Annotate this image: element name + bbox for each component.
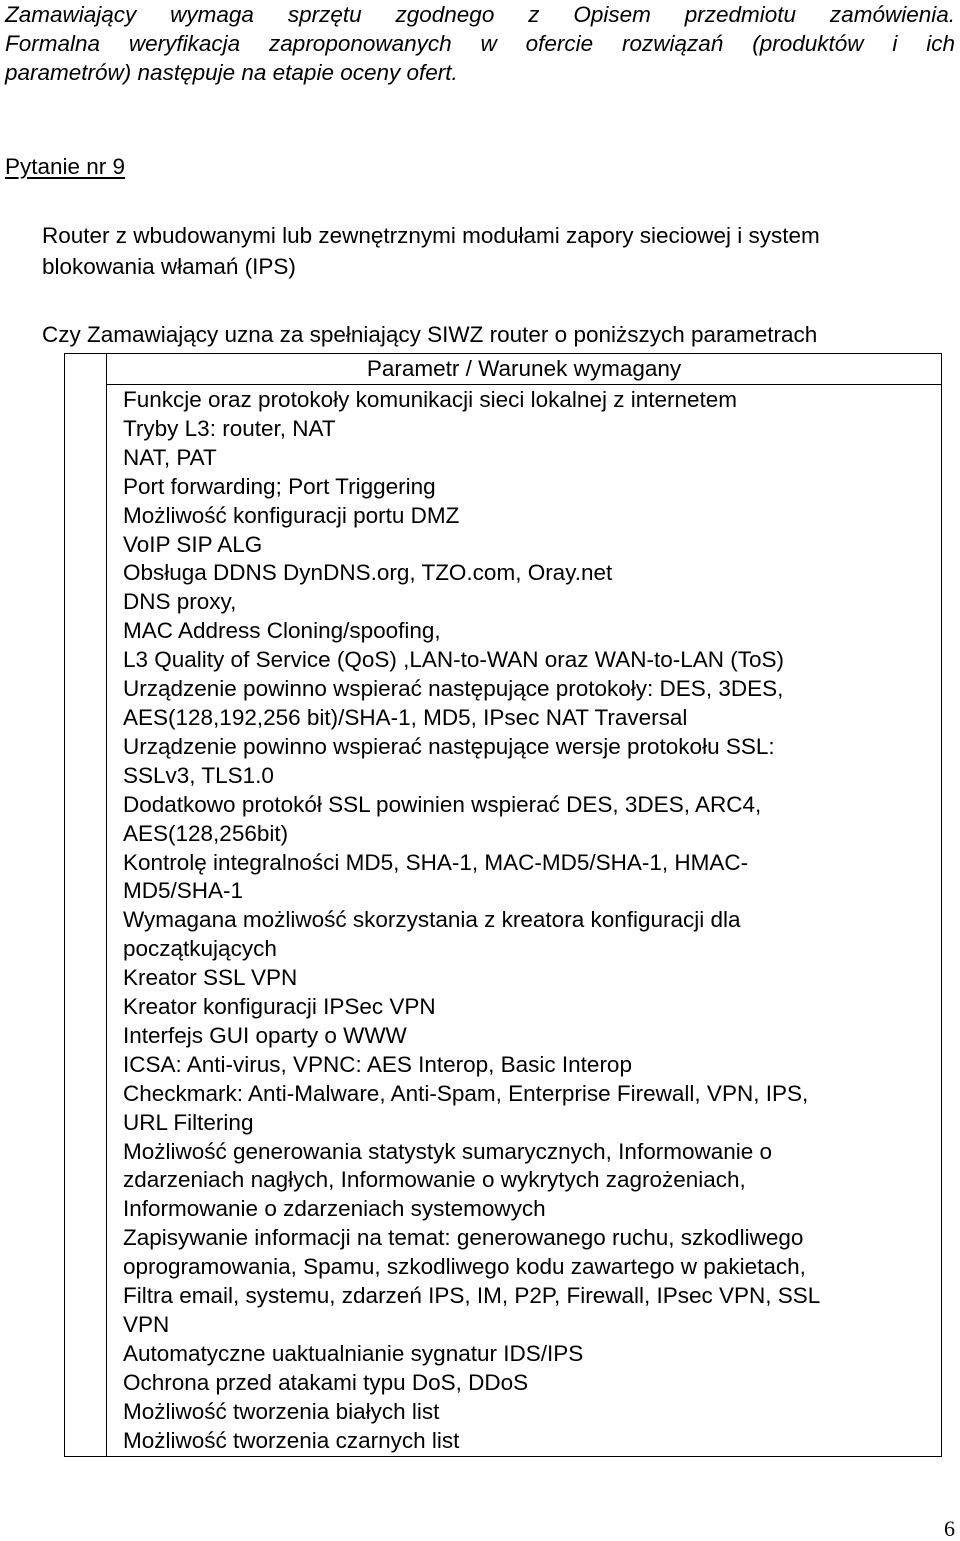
- table-row-line: Możliwość generowania statystyk sumarycznych, Informowanie o: [123, 1138, 773, 1164]
- table-header: Parametr / Warunek wymagany: [107, 354, 941, 385]
- table-row-line: Kreator konfiguracji IPSec VPN: [123, 994, 436, 1020]
- table-row-line: ICSA: Anti-virus, VPNC: AES Interop, Basic Interop: [123, 1051, 632, 1077]
- table-row-line: oprogramowania, Spamu, szkodliwego kodu zawartego w pakietach,: [123, 1254, 806, 1280]
- table-row-line: Dodatkowo protokół SSL powinien wspierać DES, 3DES, ARC4,: [123, 791, 762, 817]
- table-row-line: VoIP SIP ALG: [123, 531, 263, 557]
- table-row-line: AES(128,256bit): [123, 820, 289, 846]
- table-row-line: URL Filtering: [123, 1109, 254, 1135]
- table-row-line: Kontrolę integralności MD5, SHA-1, MAC-MD5/SHA-1, HMAC-: [123, 849, 749, 875]
- table-row-line: Tryby L3: router, NAT: [123, 415, 336, 441]
- table-row-line: DNS proxy,: [123, 589, 237, 615]
- table-row-line: Automatyczne uaktualnianie sygnatur IDS/IPS: [123, 1340, 584, 1366]
- table-row-line: AES(128,192,256 bit)/SHA-1, MD5, IPsec NAT Traversal: [123, 704, 688, 730]
- table-row-line: Możliwość tworzenia czarnych list: [123, 1427, 460, 1453]
- parameters-table: [64, 353, 942, 1457]
- table-row-line: SSLv3, TLS1.0: [123, 762, 274, 788]
- intro-line: Zamawiający wymaga sprzętu zgodnego z Opisem przedmiotu zamówienia.: [5, 2, 955, 27]
- intro-line: parametrów) następuje na etapie oceny ofert.: [5, 60, 458, 85]
- table-row-line: Zapisywanie informacji na temat: generowanego ruchu, szkodliwego: [123, 1225, 804, 1251]
- table-row-line: Urządzenie powinno wspierać następujące protokoły: DES, 3DES,: [123, 676, 784, 702]
- table-row-line: Informowanie o zdarzeniach systemowych: [123, 1196, 546, 1222]
- intro-paragraph: [5, 0, 955, 87]
- table-row-line: Ochrona przed atakami typu DoS, DDoS: [123, 1369, 529, 1395]
- table-row-line: MAC Address Cloning/spoofing,: [123, 618, 441, 644]
- table-row-line: Możliwość tworzenia białych list: [123, 1398, 440, 1424]
- question-title: Pytanie nr 9: [5, 154, 126, 179]
- table-row-line: Port forwarding; Port Triggering: [123, 473, 436, 499]
- table-row-line: NAT, PAT: [123, 444, 217, 470]
- table-row-line: MD5/SHA-1: [123, 878, 244, 904]
- question-subject: Router z wbudowanymi lub zewnętrznymi modułami zapory sieciowej i system blokowania włamań (IPS): [42, 223, 820, 279]
- table-row-line: L3 Quality of Service (QoS) ,LAN-to-WAN oraz WAN-to-LAN (ToS): [123, 647, 784, 673]
- table-column-divider: [106, 354, 107, 1456]
- table-row-line: Filtra email, systemu, zdarzeń IPS, IM, P2P, Firewall, IPsec VPN, SSL: [123, 1283, 821, 1309]
- table-row-line: Urządzenie powinno wspierać następujące wersje protokołu SSL:: [123, 733, 775, 759]
- table-body: [123, 386, 933, 1456]
- table-row-line: VPN: [123, 1312, 170, 1337]
- table-row-line: Wymagana możliwość skorzystania z kreatora konfiguracji dla: [123, 907, 741, 933]
- table-row-line: Checkmark: Anti-Malware, Anti-Spam, Enterprise Firewall, VPN, IPS,: [123, 1080, 809, 1106]
- page-number: 6: [944, 1516, 955, 1541]
- intro-line: Formalna weryfikacja zaproponowanych w ofercie rozwiązań (produktów i ich: [5, 31, 955, 56]
- table-row-line: Obsługa DDNS DynDNS.org, TZO.com, Oray.net: [123, 560, 613, 586]
- table-row-line: Funkcje oraz protokoły komunikacji sieci lokalnej z internetem: [123, 387, 738, 412]
- table-row-line: początkujących: [123, 936, 277, 962]
- table-row-line: zdarzeniach nagłych, Informowanie o wykrytych zagrożeniach,: [123, 1167, 746, 1193]
- table-row-line: Kreator SSL VPN: [123, 965, 298, 991]
- question-text: Czy Zamawiający uzna za spełniający SIWZ router o poniższych parametrach: [42, 322, 818, 347]
- table-row-line: Możliwość konfiguracji portu DMZ: [123, 502, 460, 528]
- table-row-line: Interfejs GUI oparty o WWW: [123, 1022, 407, 1048]
